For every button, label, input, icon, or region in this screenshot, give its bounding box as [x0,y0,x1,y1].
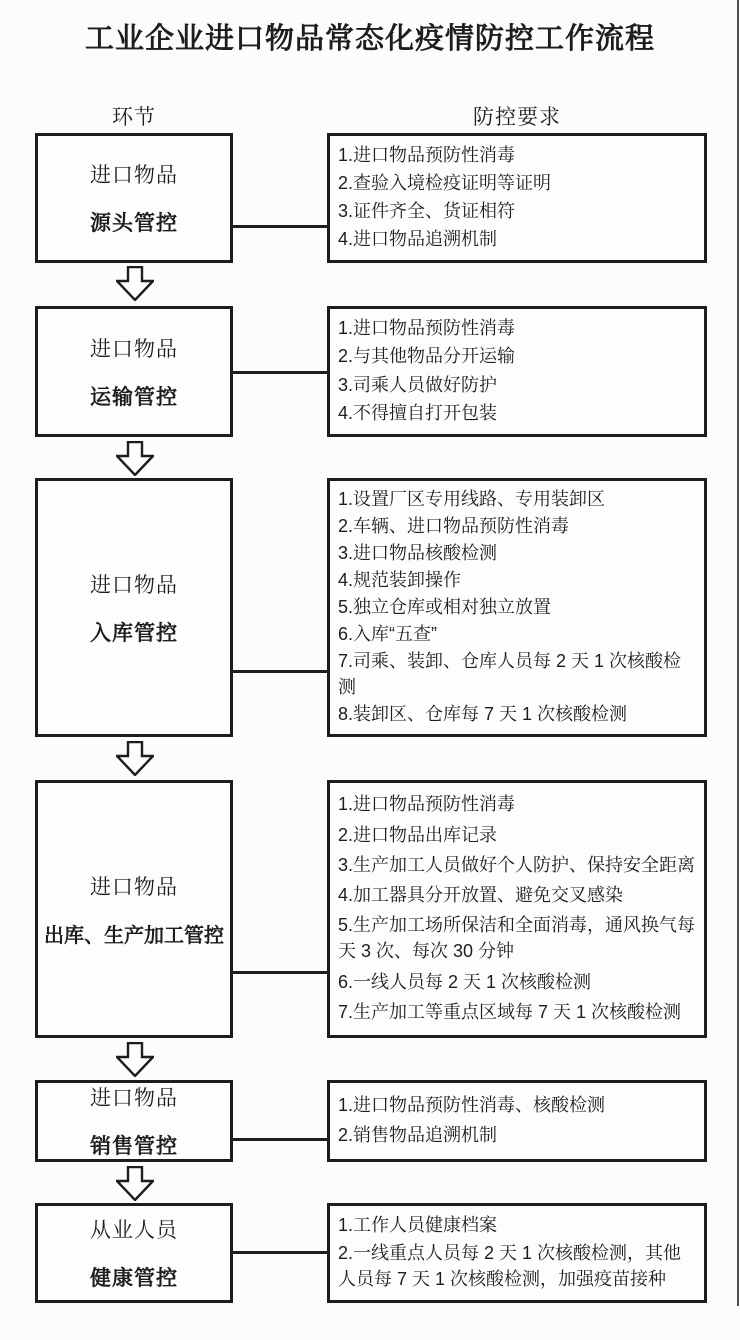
requirement-item: 8.装卸区、仓库每 7 天 1 次核酸检测 [338,704,628,724]
requirement-item: 2.与其他物品分开运输 [338,346,516,367]
stage-category: 从业人员 [90,1219,178,1242]
stage-name: 运输管控 [90,385,178,409]
requirement-item: 2.车辆、进口物品预防性消毒 [338,516,570,537]
connector-line [233,1251,327,1254]
connector-line [233,225,327,228]
column-header-requirements: 防控要求 [473,106,561,129]
requirements-box [327,1203,707,1303]
connector-line [233,371,327,374]
requirements-box [327,478,707,737]
requirement-item: 7.司乘、装卸、仓库人员每 2 天 1 次核酸检测 [338,651,682,697]
stage-box-outbound-processing-control [35,780,233,1038]
down-arrow-icon [116,266,154,301]
stage-name: 出库、生产加工管控 [44,924,224,947]
stage-box-source-control [35,133,233,263]
requirements-box [327,780,707,1038]
requirement-item: 5.独立仓库或相对独立放置 [338,597,552,618]
stage-box-sales-control [35,1080,233,1162]
requirement-item: 4.加工器具分开放置、避免交叉感染 [338,885,624,906]
stage-category: 进口物品 [90,875,178,899]
scan-edge-line [737,0,739,1306]
requirement-item: 3.生产加工人员做好个人防护、保持安全距离 [338,854,696,875]
connector-line [233,971,327,974]
stage-name: 入库管控 [90,621,178,645]
stage-box-transport-control [35,306,233,437]
stage-category: 进口物品 [90,573,178,597]
down-arrow-icon [116,441,154,476]
column-header-stages: 环节 [112,106,156,129]
requirement-item: 2.销售物品追溯机制 [338,1125,498,1146]
requirement-item: 3.司乘人员做好防护 [338,374,498,395]
requirement-item: 6.入库“五查” [338,624,437,645]
requirement-item: 5.生产加工场所保洁和全面消毒，通风换气每天 3 次、每次 30 分钟 [338,915,696,962]
requirement-item: 7.生产加工等重点区域每 7 天 1 次核酸检测 [338,1001,682,1022]
requirement-item: 1.工作人员健康档案 [338,1215,498,1236]
page-title: 工业企业进口物品常态化疫情防控工作流程 [84,23,655,55]
requirement-item: 2.进口物品出库记录 [338,824,498,845]
stage-name: 销售管控 [90,1135,178,1158]
requirement-item: 2.查验入境检疫证明等证明 [338,173,552,194]
stage-name: 源头管控 [90,212,178,235]
stage-category: 进口物品 [90,164,178,187]
stage-name: 健康管控 [90,1267,178,1290]
requirement-item: 3.证件齐全、货证相符 [338,201,516,221]
connector-line [233,1138,327,1141]
down-arrow-icon [116,1042,154,1077]
requirement-item: 1.设置厂区专用线路、专用装卸区 [338,489,606,510]
stage-box-health-control [35,1203,233,1303]
requirements-box [327,133,707,263]
requirement-item: 4.不得擅自打开包装 [338,402,498,423]
requirement-item: 1.进口物品预防性消毒 [338,318,516,339]
down-arrow-icon [116,1166,154,1201]
requirements-box [327,1080,707,1162]
stage-category: 进口物品 [90,1087,178,1110]
requirement-item: 4.进口物品追溯机制 [338,228,498,249]
connector-line [233,670,327,673]
requirement-item: 1.进口物品预防性消毒 [338,145,516,166]
requirement-item: 1.进口物品预防性消毒 [338,794,516,815]
requirement-item: 1.进口物品预防性消毒、核酸检测 [338,1094,606,1115]
requirement-item: 6.一线人员每 2 天 1 次核酸检测 [338,971,592,992]
requirement-item: 2.一线重点人员每 2 天 1 次核酸检测，其他人员每 7 天 1 次核酸检测，加强疫苗接种 [338,1243,682,1289]
requirement-item: 4.规范装卸操作 [338,570,462,591]
requirement-item: 3.进口物品核酸检测 [338,543,498,564]
stage-category: 进口物品 [90,337,178,361]
requirements-box [327,306,707,437]
stage-box-warehousing-control [35,478,233,737]
down-arrow-icon [116,741,154,776]
